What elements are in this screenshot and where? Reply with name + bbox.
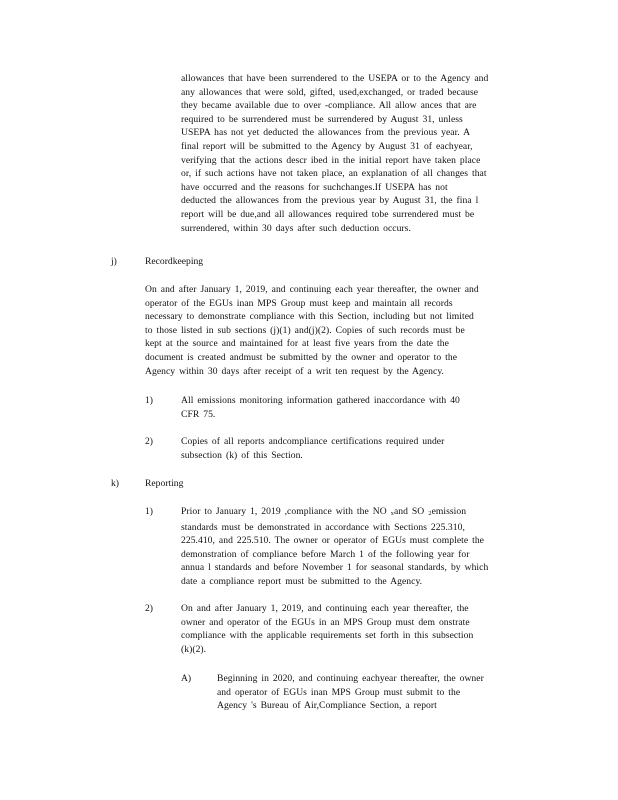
text-line: necessary to demonstrate compliance with this Section, including but not limited [145, 311, 474, 323]
so2-subscript: 2 [428, 510, 432, 517]
text-line: Agency within 30 days after receipt of a writ ten request by the Agency. [145, 365, 445, 377]
text-line: verifying that the actions descr ibed in the initial report have taken place [181, 154, 481, 166]
text-line: and operator of EGUs inan MPS Group must submit to the [217, 686, 461, 698]
text-line: or, if such actions have not taken place, an explanation of all changes that [181, 168, 487, 180]
text-line: report will be due,and all allowances required tobe surrendered must be [181, 208, 475, 220]
text-line [181, 505, 488, 521]
text-line: any allowances that were sold, gifted, used,exchanged, or traded because [181, 86, 479, 98]
text-run: and SO [393, 506, 425, 517]
text-line: 225.410, and 225.510. The owner or operator of EGUs must complete the [181, 535, 484, 547]
text-line: subsection (k) of this Section. [181, 449, 303, 461]
text-line: date a compliance report must be submitted to the Agency. [181, 575, 423, 587]
section-k-marker: k) [111, 478, 119, 489]
section-j-marker: j) [111, 256, 117, 267]
text-line: compliance with the applicable requirements set forth in this subsection [181, 630, 474, 642]
text-line: to those listed in sub sections (j)(1) and(j)(2). Copies of such records must be [145, 324, 465, 336]
text-line: operator of the EGUs inan MPS Group must keep and maintain all records [145, 297, 453, 309]
text-line: On and after January 1, 2019, and continuing each year thereafter, the owner and [145, 284, 479, 295]
text-line: Beginning in 2020, and continuing eachyear thereafter, the owner [217, 673, 484, 684]
text-line: they became available due to over -compliance. All allow ances that are [181, 100, 477, 112]
text-line: Agency 's Bureau of Air,Compliance Section, a report [217, 700, 437, 712]
section-j-heading: Recordkeeping [145, 256, 204, 267]
text-line: surrendered, within 30 days after such deduction occurs. [181, 222, 411, 234]
section-j-body [145, 283, 479, 378]
nox-subscript: x [390, 510, 394, 517]
section-k-subitem-a [217, 672, 484, 713]
text-line: demonstration of compliance before March 1 of the following year for [181, 548, 470, 560]
section-k-subitem-a-marker: A) [181, 673, 192, 684]
section-k-item-1-marker: 1) [145, 506, 153, 517]
text-line: USEPA has not yet deducted the allowances from the previous year. A [181, 127, 471, 139]
intro-continuation-paragraph [181, 72, 488, 235]
text-line: allowances that have been surrendered to the USEPA or to the Agency and [181, 73, 489, 84]
section-k-item-1 [181, 505, 488, 589]
text-line: required to be surrendered must be surrendered by August 31, unless [181, 113, 463, 125]
text-line: On and after January 1, 2019, and continuing each year thereafter, the [181, 603, 469, 614]
section-k-item-2-marker: 2) [145, 603, 153, 614]
text-line: deducted the allowances from the previous year by August 31, the fina l [181, 195, 479, 207]
text-line: Copies of all reports andcompliance certifications required under [181, 436, 445, 447]
text-line: document is created andmust be submitted by the owner and operator to the [145, 351, 458, 363]
section-j-item-2 [181, 435, 444, 462]
text-line: standards must be demonstrated in accordance with Sections 225.310, [181, 521, 465, 533]
text-line: final report will be submitted to the Agency by August 31 of eachyear, [181, 140, 473, 152]
text-line: kept at the source and maintained for at least five years from the date the [145, 338, 449, 350]
text-line: (k)(2). [181, 643, 207, 655]
section-j-item-2-marker: 2) [145, 436, 153, 447]
section-j-item-1-marker: 1) [145, 395, 153, 406]
text-run: emission [431, 506, 467, 517]
text-line: owner and operator of the EGUs in an MPS Group must dem onstrate [181, 616, 470, 628]
section-k-item-2 [181, 602, 473, 656]
text-line: annua l standards and before November 1 for seasonal standards, by which [181, 562, 489, 574]
text-line: have occurred and the reasons for suchchanges.If USEPA has not [181, 181, 448, 193]
section-j-item-1 [181, 394, 460, 421]
text-run: Prior to January 1, 2019 ,compliance with the NO [181, 506, 387, 517]
section-k-heading: Reporting [145, 478, 184, 489]
text-line: All emissions monitoring information gathered inaccordance with 40 [181, 395, 460, 406]
text-line: CFR 75. [181, 408, 216, 420]
